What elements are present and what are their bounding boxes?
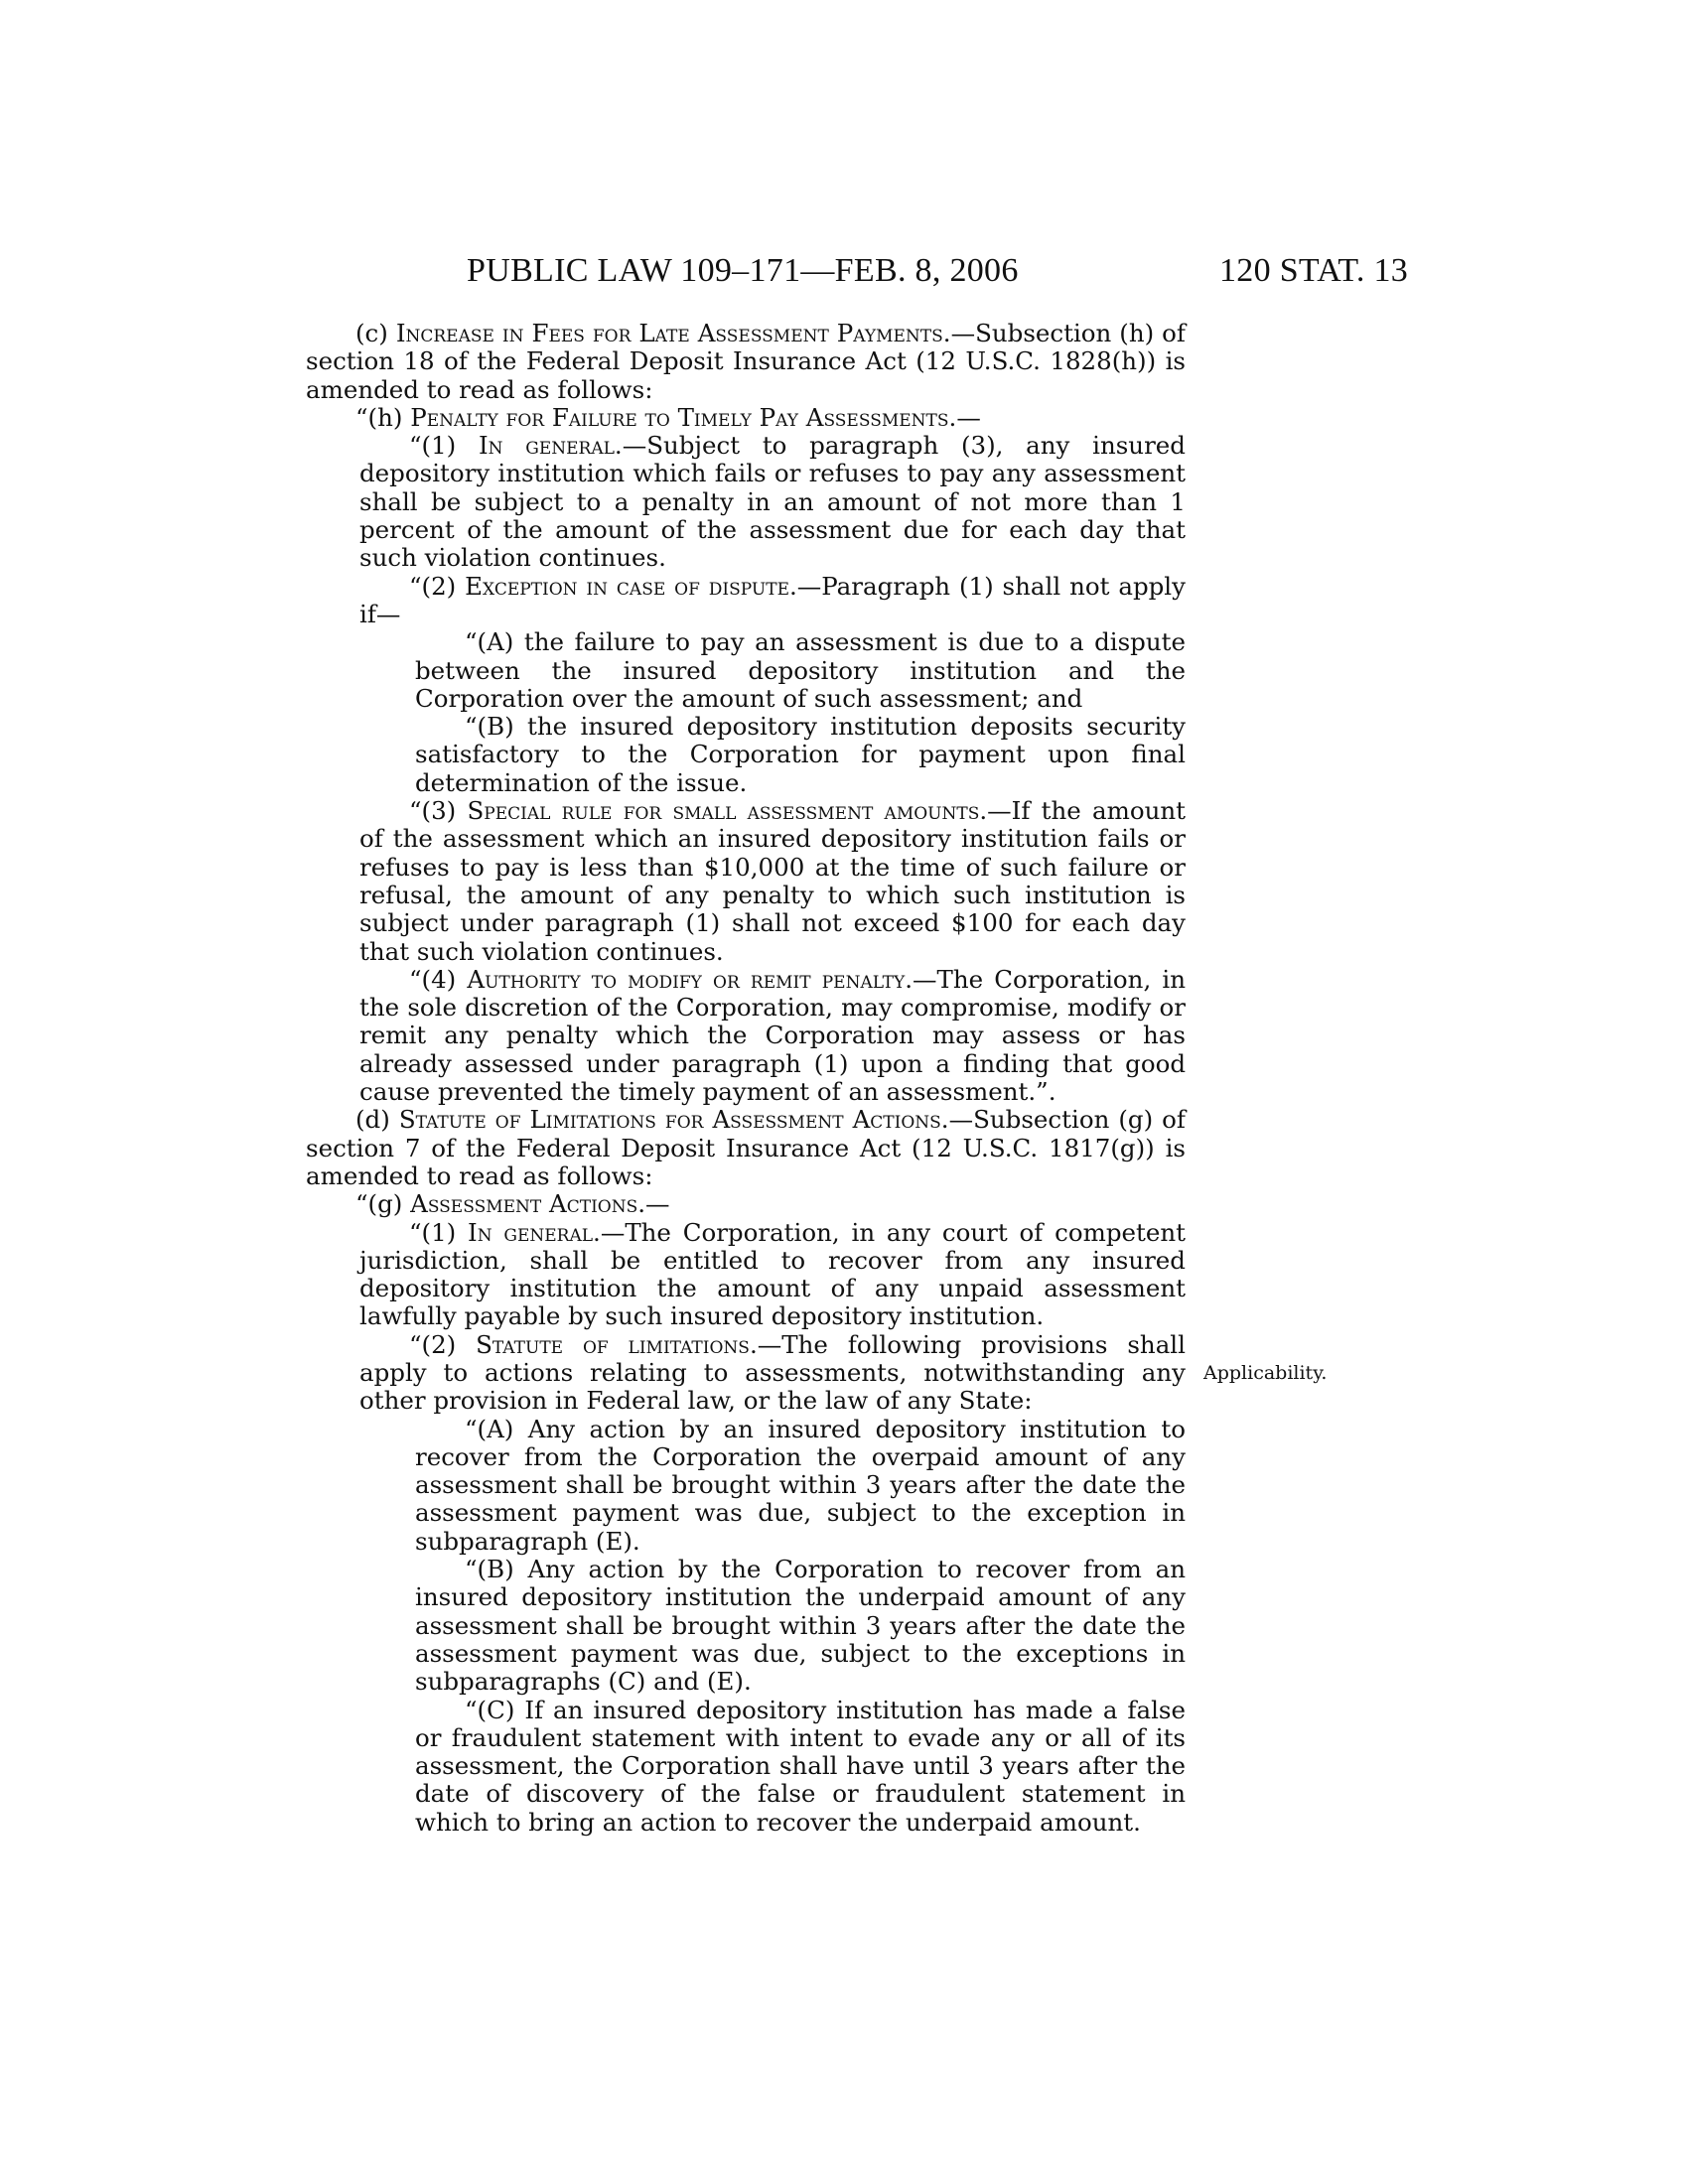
subsection-g-heading: Assessment Actions. bbox=[410, 1189, 646, 1219]
paragraph-h-2-heading: Exception in case of dispute. bbox=[465, 571, 797, 601]
paragraph-h-1-text: —Subject to paragraph (3), any insured depository institution which fails or refuses to pay any assessment shall be subject to a penalty in an amount of not more than 1 percent of the amount of the assessment due for each day that such violation continues. bbox=[359, 431, 1186, 573]
subsection-d-heading: Statute of Limitations for Assessment Actions. bbox=[398, 1105, 949, 1135]
paragraph-g-1-heading: In general. bbox=[468, 1217, 601, 1247]
paragraph-h-4-number: “(4) bbox=[409, 964, 468, 994]
paragraph-g-2-heading: Statute of limitations. bbox=[476, 1329, 758, 1359]
subsection-h-heading: Penalty for Failure to Timely Pay Assessments. bbox=[410, 402, 957, 432]
paragraph-h-2-text: —Paragraph (1) shall not apply if— bbox=[359, 571, 1186, 628]
paragraph-h-3 bbox=[306, 797, 1186, 966]
paragraph-h-3-text: —If the amount of the assessment which an insured depository institution fails or refuses to pay is less than $10,000 at the time of such failure or refusal, the amount of any penalty to which such institution is subject under paragraph (1) shall not exceed $100 for each day that such violation continues. bbox=[359, 796, 1186, 966]
subsection-g-number: “(g) bbox=[355, 1189, 411, 1219]
subsection-h bbox=[306, 404, 1186, 432]
subsection-c-number: (c) bbox=[355, 319, 396, 347]
subsection-h-text: — bbox=[956, 402, 981, 432]
paragraph-g-2-text: —The following provisions shall apply to actions relating to assessments, notwithstanding any other provision in Federal law, or the law of any State: bbox=[359, 1329, 1186, 1416]
paragraph-h-3-heading: Special rule for small assessment amounts. bbox=[467, 796, 988, 826]
subsection-c-heading: Increase in Fees for Late Assessment Payments. bbox=[395, 319, 951, 347]
paragraph-h-1-heading: In general. bbox=[478, 431, 623, 461]
subparagraph-g-2-C: “(C) If an insured depository institution has made a false or fraudulent statement with intent to evade any or all of its assessment, the Corporation shall have until 3 years after the date of discovery of the false or fraudulent statement in which to bring an action to recover the underpaid amount. bbox=[415, 1695, 1186, 1837]
margin-note: Applicability. bbox=[1203, 1362, 1328, 1384]
subsection-c bbox=[306, 320, 1186, 404]
subsection-c-text: —Subsection (h) of section 18 of the Federal Deposit Insurance Act (12 U.S.C. 1828(h)) is amended to read as follows: bbox=[306, 319, 1186, 404]
paragraph-g-2 bbox=[306, 1331, 1186, 1416]
subsection-g-text: — bbox=[645, 1189, 670, 1219]
subparagraph-g-2-B: “(B) Any action by the Corporation to recover from an insured depository institution the underpaid amount of any assessment shall be brought within 3 years after the date the assessment payment was due, subject to the exceptions in subparagraphs (C) and (E). bbox=[415, 1555, 1186, 1697]
paragraph-h-1-number: “(1) bbox=[409, 431, 479, 461]
paragraph-g-1-text: —The Corporation, in any court of competent jurisdiction, shall be entitled to recover from any insured depository institution the amount of any unpaid assessment lawfully payable by such insured depository institution. bbox=[359, 1217, 1186, 1331]
subparagraph-h-2-B: “(B) the insured depository institution deposits security satisfactory to the Corporation for payment upon final determination of the issue. bbox=[415, 712, 1186, 797]
paragraph-h-4-heading: Authority to modify or remit penalty. bbox=[467, 964, 913, 994]
paragraph-h-4 bbox=[306, 966, 1186, 1106]
document-body bbox=[306, 320, 1186, 1837]
paragraph-g-1 bbox=[306, 1219, 1186, 1331]
subsection-d bbox=[306, 1106, 1186, 1190]
subsection-h-number: “(h) bbox=[355, 402, 411, 432]
running-header-title: PUBLIC LAW 109–171—FEB. 8, 2006 bbox=[467, 252, 1019, 289]
paragraph-h-4-text: —The Corporation, in the sole discretion of the Corporation, may compromise, modify or remit any penalty which the Corporation may assess or has already assessed under paragraph (1) upon a finding that good cause prevented the timely payment of an assessment.”. bbox=[359, 964, 1186, 1107]
subsection-d-number: (d) bbox=[355, 1105, 399, 1135]
paragraph-g-1-number: “(1) bbox=[409, 1217, 469, 1247]
subparagraph-g-2-A: “(A) Any action by an insured depository institution to recover from the Corporation the overpaid amount of any assessment shall be brought within 3 years after the date the assessment payment was due, subject to the exception in subparagraph (E). bbox=[415, 1414, 1186, 1556]
paragraph-h-3-number: “(3) bbox=[409, 796, 468, 826]
paragraph-g-2-number: “(2) bbox=[409, 1329, 477, 1359]
running-header-page-number: 120 STAT. 13 bbox=[1219, 252, 1409, 289]
subsection-d-text: —Subsection (g) of section 7 of the Federal Deposit Insurance Act (12 U.S.C. 1817(g)) is amended to read as follows: bbox=[306, 1105, 1186, 1190]
subparagraph-h-2-A: “(A) the failure to pay an assessment is due to a dispute between the insured depository institution and the Corporation over the amount of such assessment; and bbox=[415, 627, 1186, 713]
paragraph-h-2 bbox=[306, 573, 1186, 629]
paragraph-h-1 bbox=[306, 432, 1186, 572]
subsection-g bbox=[306, 1190, 1186, 1218]
paragraph-h-2-number: “(2) bbox=[409, 571, 466, 601]
